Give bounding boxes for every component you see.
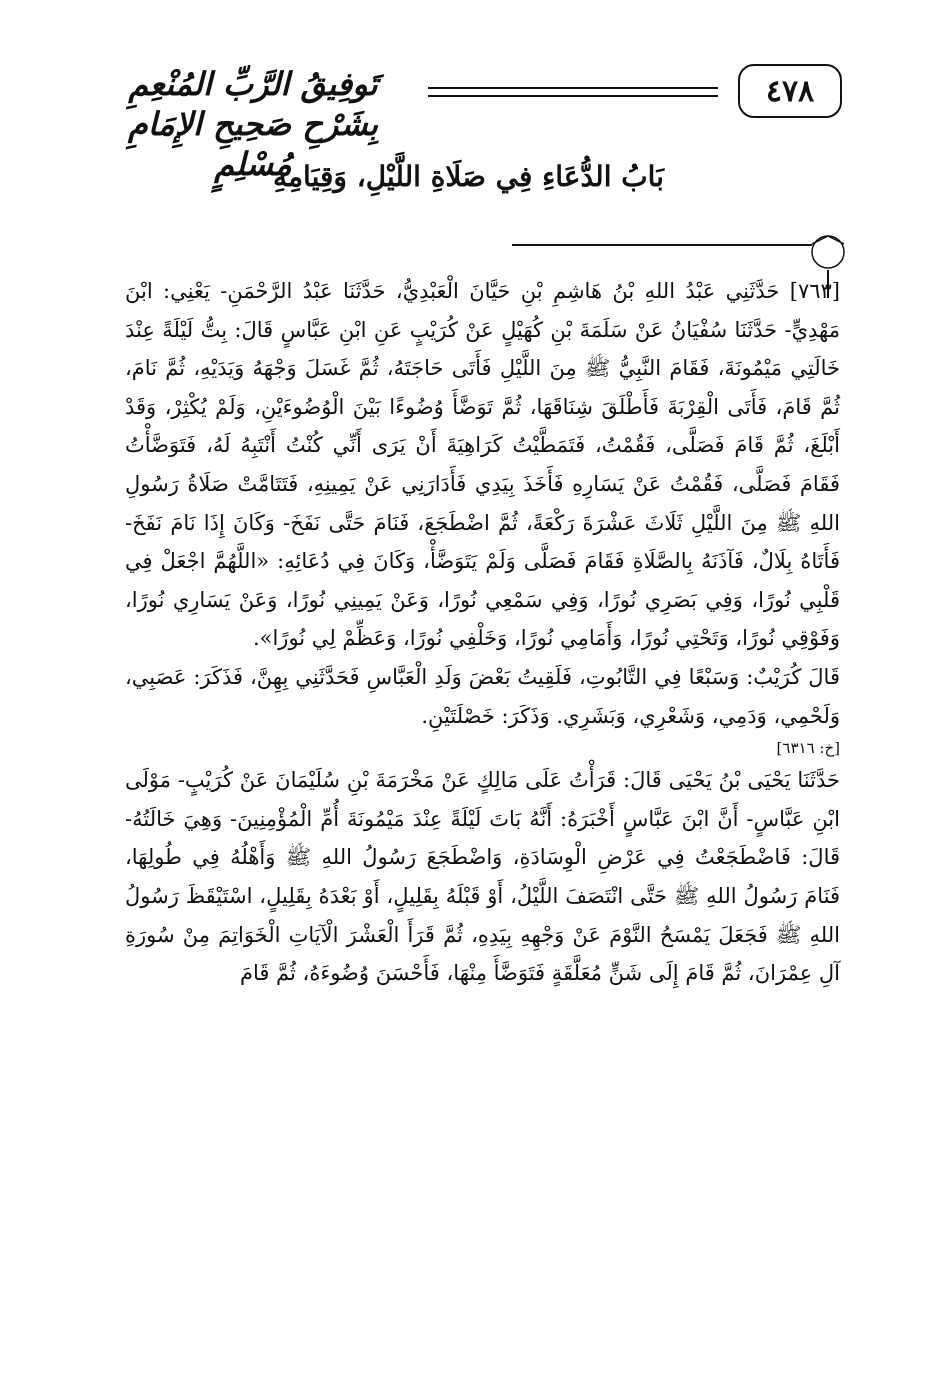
hadith-paragraph-2: قَالَ كُرَيْبٌ: وَسَبْعًا فِي التَّابُوتِ، فَلَقِيتُ بَعْضَ وَلَدِ الْعَبَّاسِ فَحَدَّثَنِي بِهِنَّ، فَذَكَرَ: عَصَبِي، وَلَحْمِي، وَدَمِي، وَشَعْرِي، وَبَشَرِي. وَذَكَرَ: خَصْلَتَيْنِ. bbox=[125, 664, 840, 728]
body-text bbox=[125, 272, 840, 993]
ornament-corner-icon bbox=[808, 232, 848, 272]
header-rule bbox=[428, 87, 718, 97]
chapter-title: بَابُ الدُّعَاءِ فِي صَلَاةِ اللَّيْلِ، وَقِيَامِهِ bbox=[273, 160, 664, 193]
page-number: ٤٧٨ bbox=[738, 64, 842, 118]
hadith-paragraph-1: [٧٦٣] حَدَّثَنِي عَبْدُ اللهِ بْنُ هَاشِمِ بْنِ حَيَّانَ الْعَبْدِيُّ، حَدَّثَنَا عَبْدُ الرَّحْمَنِ- يَعْنِي: ابْنَ مَهْدِيٍّ- حَدَّثَنَا سُفْيَانُ عَنْ سَلَمَةَ بْنِ كُهَيْلٍ عَنْ كُرَيْبٍ عَنِ ابْنِ عَبَّاسٍ قَالَ: بِتُّ لَيْلَةً عِنْدَ خَالَتِي مَيْمُونَةَ، فَقَامَ النَّبِيُّ ﷺ مِنَ اللَّيْلِ فَأَتَى حَاجَتَهُ، ثُمَّ غَسَلَ وَجْهَهُ وَيَدَيْهِ، ثُمَّ نَامَ، ثُمَّ قَامَ، فَأَتَى الْقِرْبَةَ فَأَطْلَقَ شِنَاقَهَا، ثُمَّ تَوَضَّأَ وُضُوءًا بَيْنَ الْوُضُوءَيْنِ، وَلَمْ يُكْثِرْ، وَقَدْ أَبْلَغَ، ثُمَّ قَامَ فَصَلَّى، فَقُمْتُ، فَتَمَطَّيْتُ كَرَاهِيَةَ أَنْ يَرَى أَنِّي كُنْتُ أَنْتَبِهُ لَهُ، فَتَوَضَّأْتُ فَقَامَ فَصَلَّى، فَقُمْتُ عَنْ يَسَارِهِ فَأَخَذَ بِيَدِي فَأَدَارَنِي عَنْ يَمِينِهِ، فَتَتَامَّتْ صَلَاةُ رَسُولِ اللهِ ﷺ مِنَ اللَّيْلِ ثَلَاثَ عَشْرَةَ رَكْعَةً، ثُمَّ اضْطَجَعَ، فَنَامَ حَتَّى نَفَخَ- وَكَانَ إِذَا نَامَ نَفَخَ- فَأَتَاهُ بِلَالٌ، فَآذَنَهُ بِالصَّلَاةِ فَقَامَ فَصَلَّى وَلَمْ يَتَوَضَّأْ، وَكَانَ فِي دُعَائِهِ: «اللَّهُمَّ اجْعَلْ فِي قَلْبِي نُورًا، وَفِي بَصَرِي نُورًا، وَفِي سَمْعِي نُورًا، وَعَنْ يَمِينِي نُورًا، وَعَنْ يَسَارِي نُورًا، وَفَوْقِي نُورًا، وَتَحْتِي نُورًا، وَأَمَامِي نُورًا، وَخَلْفِي نُورًا، وَعَظِّمْ لِي نُورًا». bbox=[125, 279, 840, 651]
book-title: تَوفِيقُ الرَّبِّ المُنْعِمِ بِشَرْحِ صَحِيحِ الإِمَامِ مُسْلِمٍ bbox=[127, 65, 379, 183]
ornament-line bbox=[512, 244, 812, 246]
reference-note: [خ: ٦٣١٦] bbox=[776, 739, 840, 758]
hadith-paragraph-3: حَدَّثَنَا يَحْيَى بْنُ يَحْيَى قَالَ: قَرَأْتُ عَلَى مَالِكٍ عَنْ مَخْرَمَةَ بْنِ سُلَيْمَانَ عَنْ كُرَيْبٍ- مَوْلَى ابْنِ عَبَّاسٍ- أَنَّ ابْنَ عَبَّاسٍ أَخْبَرَهُ: أَنَّهُ بَاتَ لَيْلَةً عِنْدَ مَيْمُونَةَ أُمِّ الْمُؤْمِنِينَ- وَهِيَ خَالَتُهُ- قَالَ: فَاضْطَجَعْتُ فِي عَرْضِ الْوِسَادَةِ، وَاضْطَجَعَ رَسُولُ اللهِ ﷺ وَأَهْلُهُ فِي طُولِهَا، فَنَامَ رَسُولُ اللهِ ﷺ حَتَّى انْتَصَفَ اللَّيْلُ، أَوْ قَبْلَهُ بِقَلِيلٍ، أَوْ بَعْدَهُ بِقَلِيلٍ، اسْتَيْقَظَ رَسُولُ اللهِ ﷺ فَجَعَلَ يَمْسَحُ النَّوْمَ عَنْ وَجْهِهِ بِيَدِهِ، ثُمَّ قَرَأَ الْعَشْرَ الْآيَاتِ الْخَوَاتِمَ مِنْ سُورَةِ آلِ عِمْرَانَ، ثُمَّ قَامَ إِلَى شَنٍّ مُعَلَّقَةٍ فَتَوَضَّأَ مِنْهَا، فَأَحْسَنَ وُضُوءَهُ، ثُمَّ قَامَ bbox=[125, 768, 840, 986]
